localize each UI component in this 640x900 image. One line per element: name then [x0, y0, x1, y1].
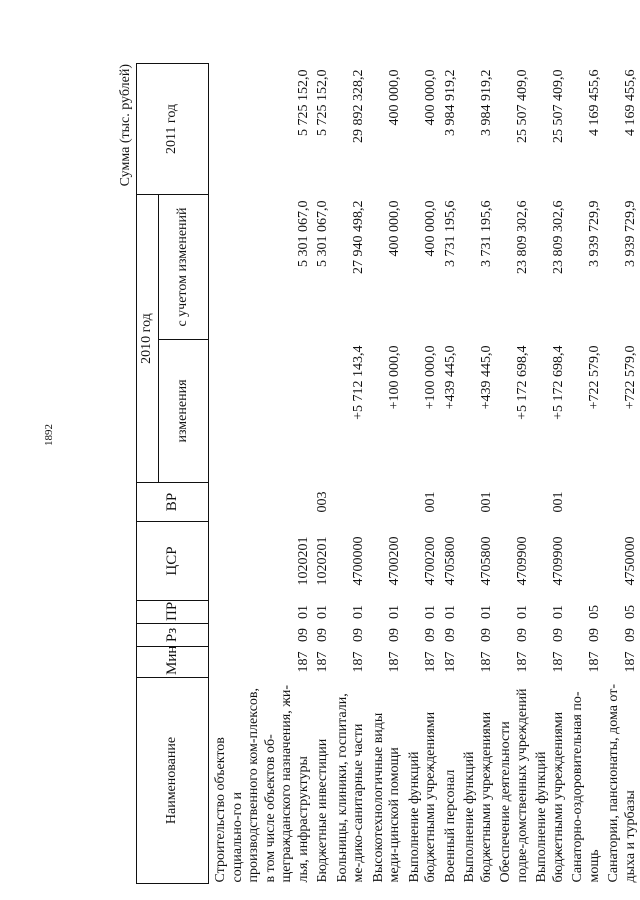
table-row: [315, 64, 335, 884]
row-vr: [335, 483, 371, 522]
row-rz: 09: [514, 628, 530, 642]
table-row: [606, 64, 640, 884]
table-header: [137, 64, 209, 884]
unit-caption: Сумма (тыс. рублей): [118, 64, 133, 187]
row-changes: [209, 340, 316, 483]
header-pr: ПР: [137, 601, 209, 624]
header-rz: Рз: [137, 624, 209, 647]
row-csr: 4700000: [351, 536, 366, 586]
row-csr: 4705800: [478, 536, 494, 586]
row-min: 187: [622, 651, 638, 673]
row-min: 187: [351, 651, 366, 673]
header-vr: ВР: [137, 483, 209, 522]
row-csr: 4705800: [442, 536, 458, 586]
row-vr: [570, 483, 606, 522]
row-rz: 09: [315, 628, 330, 642]
row-csr: 4750000: [622, 536, 638, 586]
row-vr: [371, 483, 407, 522]
row-rz: 09: [423, 628, 438, 642]
row-pr: 01: [295, 605, 311, 619]
row-changes: +722 579,0: [622, 345, 638, 410]
row-name: Высокотехнологичные виды меди-цинской помощи: [370, 712, 402, 883]
row-changes: +100 000,0: [387, 345, 402, 410]
row-min: 187: [550, 651, 566, 673]
row-name: Строительство объектов социально-го и производственного ком-плексов, в том числе объектов об-щегражданского назначения, жи-лья, инфраструктуры: [213, 684, 311, 883]
row-year-2011: 3 984 919,2: [478, 69, 494, 136]
row-rz: 09: [387, 628, 402, 642]
row-year-2011: 25 507 409,0: [550, 69, 566, 143]
row-rz: 09: [478, 628, 494, 642]
row-with-changes: 5 301 067,0: [315, 200, 330, 267]
row-rz: 09: [442, 628, 458, 642]
row-year-2011: 25 507 409,0: [514, 69, 530, 143]
row-pr: 01: [423, 605, 438, 619]
header-with-changes: с учетом изменений: [159, 195, 209, 340]
row-year-2011: 5 725 152,0: [315, 69, 330, 136]
row-min: 187: [423, 651, 438, 673]
table-row: [570, 64, 606, 884]
row-vr: [443, 483, 463, 522]
row-with-changes: 23 809 302,6: [514, 200, 530, 274]
row-vr: [498, 483, 534, 522]
row-changes: +439 445,0: [478, 345, 494, 410]
row-changes: +100 000,0: [423, 345, 438, 410]
table-row: [209, 64, 316, 884]
row-vr: 001: [550, 491, 566, 513]
row-with-changes: 5 301 067,0: [295, 200, 311, 267]
row-vr: 001: [478, 491, 494, 513]
budget-table: [136, 63, 640, 884]
row-year-2011: 4 169 455,6: [586, 69, 602, 136]
row-min: 187: [442, 651, 458, 673]
row-year-2011: 29 892 328,2: [351, 69, 366, 143]
row-min: 187: [387, 651, 402, 673]
row-csr: 1020201: [315, 536, 330, 586]
row-pr: 05: [586, 605, 602, 619]
row-rz: 09: [586, 628, 602, 642]
row-year-2011: 5 725 152,0: [295, 69, 311, 136]
row-vr: 003: [315, 491, 330, 513]
row-pr: 01: [514, 605, 530, 619]
rotated-page-content: [118, 64, 638, 884]
row-year-2011: 400 000,0: [423, 69, 438, 126]
row-pr: 05: [622, 605, 638, 619]
row-with-changes: 3 731 195,6: [442, 200, 458, 267]
row-min: 187: [586, 651, 602, 673]
row-with-changes: 400 000,0: [387, 200, 402, 257]
row-changes: +439 445,0: [442, 345, 458, 410]
row-rz: 09: [550, 628, 566, 642]
row-name: Обеспечение деятельности подве-домственных учреждений: [498, 688, 530, 883]
row-vr: [209, 483, 316, 522]
row-name: Санатории, пансионаты, дома от-дыха и турбазы: [606, 683, 638, 883]
table-row: [462, 64, 498, 884]
header-name: Наименование: [137, 678, 209, 884]
row-changes: +722 579,0: [586, 345, 602, 410]
row-name: Военный персонал: [442, 769, 458, 883]
row-pr: 01: [351, 605, 366, 619]
row-rz: 09: [295, 628, 311, 642]
row-csr: 4709900: [550, 536, 566, 586]
row-year-2011: 400 000,0: [387, 69, 402, 126]
row-rz: 09: [351, 628, 366, 642]
row-name: Выполнение функций бюджетными учреждениями: [462, 711, 494, 883]
table-row: [407, 64, 443, 884]
row-csr: 4700200: [387, 536, 402, 586]
row-changes: +5 172 698,4: [550, 345, 566, 420]
row-with-changes: 400 000,0: [423, 200, 438, 257]
table-row: [534, 64, 570, 884]
header-year-2010: 2010 год: [137, 195, 159, 483]
row-with-changes: 3 939 729,9: [586, 200, 602, 267]
row-changes: [315, 340, 335, 483]
row-csr: 4700200: [423, 536, 438, 586]
row-changes: +5 172 698,4: [514, 345, 530, 420]
row-pr: 01: [315, 605, 330, 619]
row-pr: 01: [442, 605, 458, 619]
row-with-changes: 27 940 498,2: [351, 200, 366, 274]
page-number: 1892: [43, 424, 55, 446]
row-with-changes: 3 939 729,9: [622, 200, 638, 267]
row-pr: 01: [550, 605, 566, 619]
row-with-changes: 23 809 302,6: [550, 200, 566, 274]
row-vr: 001: [423, 491, 438, 513]
table-row: [371, 64, 407, 884]
row-csr: 4709900: [514, 536, 530, 586]
table-row: [443, 64, 463, 884]
row-min: 187: [295, 651, 311, 673]
row-rz: 09: [622, 628, 638, 642]
row-changes: +5 712 143,4: [351, 345, 366, 420]
row-min: 187: [315, 651, 330, 673]
row-name: Выполнение функций бюджетными учреждениями: [534, 711, 566, 883]
row-pr: 01: [478, 605, 494, 619]
header-changes: изменения: [159, 340, 209, 483]
row-csr: 1020201: [295, 536, 311, 586]
row-name: Выполнение функций бюджетными учреждениями: [406, 711, 438, 883]
row-year-2011: 3 984 919,2: [442, 69, 458, 136]
table-row: [498, 64, 534, 884]
header-year-2011: 2011 год: [137, 64, 209, 195]
row-pr: 01: [387, 605, 402, 619]
header-csr: ЦСР: [137, 522, 209, 601]
row-name: Бюджетные инвестиции: [315, 738, 330, 883]
table-row: [335, 64, 371, 884]
row-year-2011: 4 169 455,6: [622, 69, 638, 136]
row-vr: [606, 483, 640, 522]
row-name: Санаторно-оздоровительная по-мощь: [570, 691, 602, 883]
row-min: 187: [478, 651, 494, 673]
row-csr: [570, 522, 606, 601]
header-min: Мин: [137, 647, 209, 678]
row-with-changes: 3 731 195,6: [478, 200, 494, 267]
row-min: 187: [514, 651, 530, 673]
row-name: Больницы, клиники, госпитали, ме-дико-санитарные части: [334, 693, 366, 883]
